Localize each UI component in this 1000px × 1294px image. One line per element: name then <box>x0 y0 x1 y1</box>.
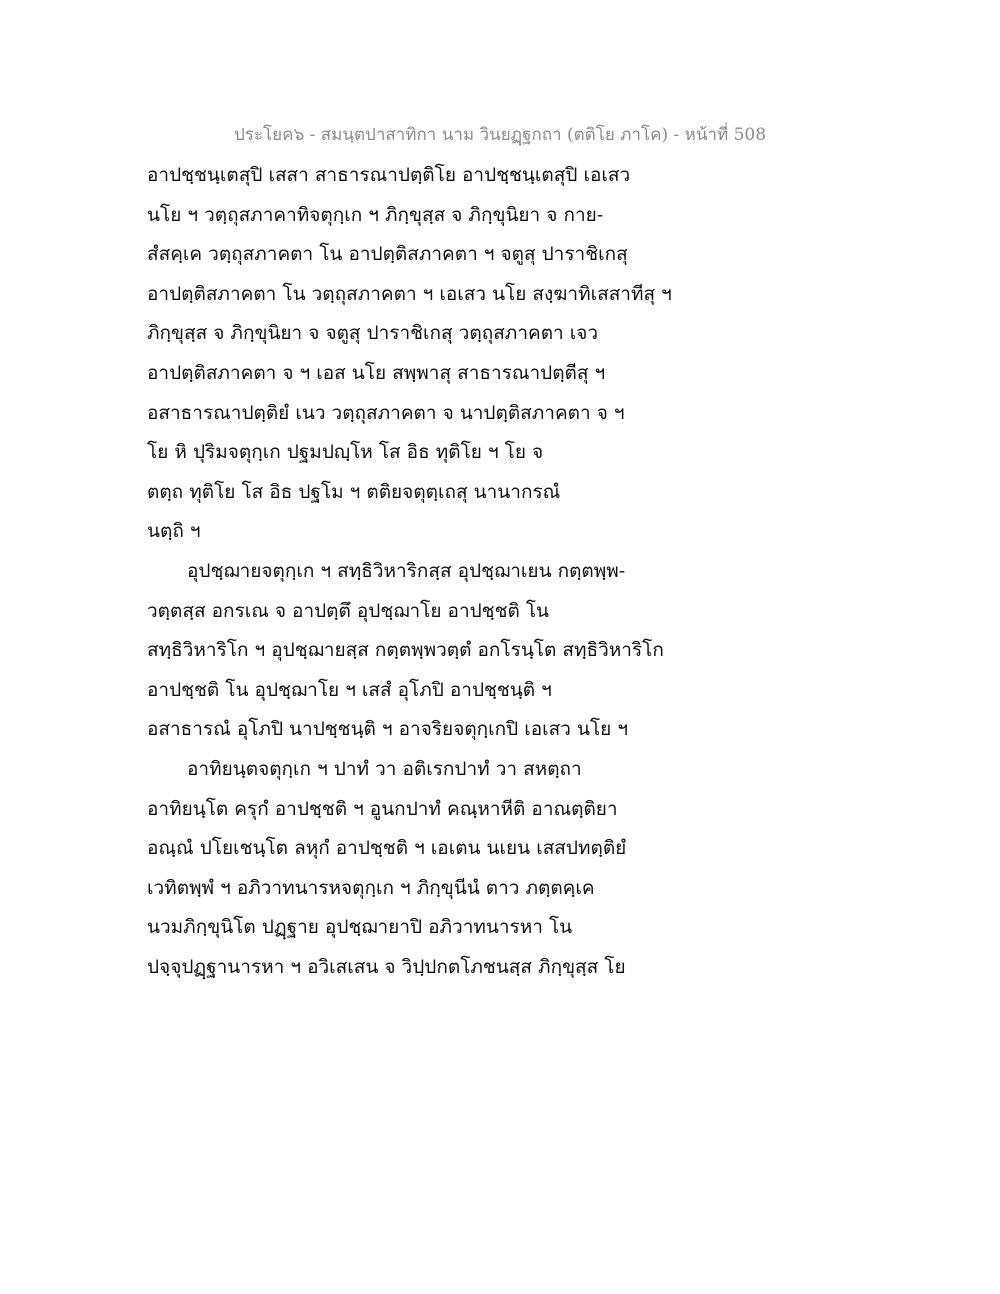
page-header: ประโยค๖ - สมนฺตปาสาทิกา นาม วินยฏฺฐกถา (ตติโย ภาโค) - หน้าที่ 508 <box>233 125 767 145</box>
body-text <box>147 156 867 987</box>
text-line: อณฺณํ ปโยเชนฺโต ลหุกํ อาปชฺชติ ฯ เอเตน นเยน เสสปทตฺติยํ <box>147 837 627 860</box>
text-line: อาปตฺติสภาคตา โน วตฺถุสภาคตา ฯ เอเสว นโย สงฺฆาทิเสสาทีสุ ฯ <box>147 282 672 305</box>
text-line: ปจฺจุปฏฺฐานารหา ฯ อวิเสเสน จ วิปฺปกตโภชนสฺส ภิกฺขุสฺส โย <box>147 955 626 978</box>
text-line: สทฺธิวิหาริโก ฯ อุปชฺฌายสฺส กตฺตพฺพวตฺตํ อกโรนฺโต สทฺธิวิหาริโก <box>147 639 664 662</box>
text-line: นวมภิกฺขุนิโต ปฏฺฐาย อุปชฺฌายาปิ อภิวาทนารหา โน <box>147 916 573 939</box>
text-line: อสาธารณํ อุโภปิ นาปชฺชนฺติ ฯ อาจริยจตุกฺเกปิ เอเสว นโย ฯ <box>147 718 629 741</box>
text-line-indented: อาทิยนฺตจตุกฺเก ฯ ปาทํ วา อติเรกปาทํ วา สหตฺถา <box>187 757 582 780</box>
text-line: อสาธารณาปตฺติยํ เนว วตฺถุสภาคตา จ นาปตฺติสภาคตา จ ฯ <box>147 401 625 424</box>
text-line: อาปชฺชติ โน อุปชฺฌาโย ฯ เสสํ อุโภปิ อาปชฺชนฺติ ฯ <box>147 678 552 701</box>
text-line: ภิกฺขุสฺส จ ภิกฺขุนิยา จ จตูสุ ปาราชิเกสุ วตฺถุสภาคตา เจว <box>147 322 599 345</box>
text-line: นตฺถิ ฯ <box>147 520 201 543</box>
text-line: เวทิตพฺพํ ฯ อภิวาทนารหจตุกฺเก ฯ ภิกฺขุนีนํ ตาว ภตฺตคฺเค <box>147 876 595 899</box>
text-line: อาปตฺติสภาคตา จ ฯ เอส นโย สพฺพาสุ สาธารณาปตฺตีสุ ฯ <box>147 361 606 384</box>
text-line: อาทิยนฺโต ครุกํ อาปชฺชติ ฯ อูนกปาทํ คณฺหาหีติ อาณตฺติยา <box>147 797 618 820</box>
text-line: สํสคฺเค วตฺถุสภาคตา โน อาปตฺติสภาคตา ฯ จตูสุ ปาราชิเกสุ <box>147 243 628 266</box>
text-line: นโย ฯ วตฺถุสภาคาทิจตุกฺเก ฯ ภิกฺขุสฺส จ ภิกฺขุนิยา จ กาย- <box>147 203 604 226</box>
text-line: โย หิ ปุริมจตุกฺเก ปฐมปญฺโห โส อิธ ทุติโย ฯ โย จ <box>147 441 544 464</box>
text-line-indented: อุปชฺฌายจตุกฺเก ฯ สทฺธิวิหาริกสฺส อุปชฺฌาเยน กตฺตพฺพ- <box>187 559 626 582</box>
text-line: วตฺตสฺส อกรเณ จ อาปตฺตึ อุปชฺฌาโย อาปชฺชติ โน <box>147 599 550 622</box>
text-line: อาปชฺชนฺเตสุปิ เสสา สาธารณาปตฺติโย อาปชฺชนฺเตสุปิ เอเสว <box>147 164 631 186</box>
text-line: ตตฺถ ทุติโย โส อิธ ปฐโม ฯ ตติยจตุตฺเถสุ นานากรณํ <box>147 480 561 503</box>
